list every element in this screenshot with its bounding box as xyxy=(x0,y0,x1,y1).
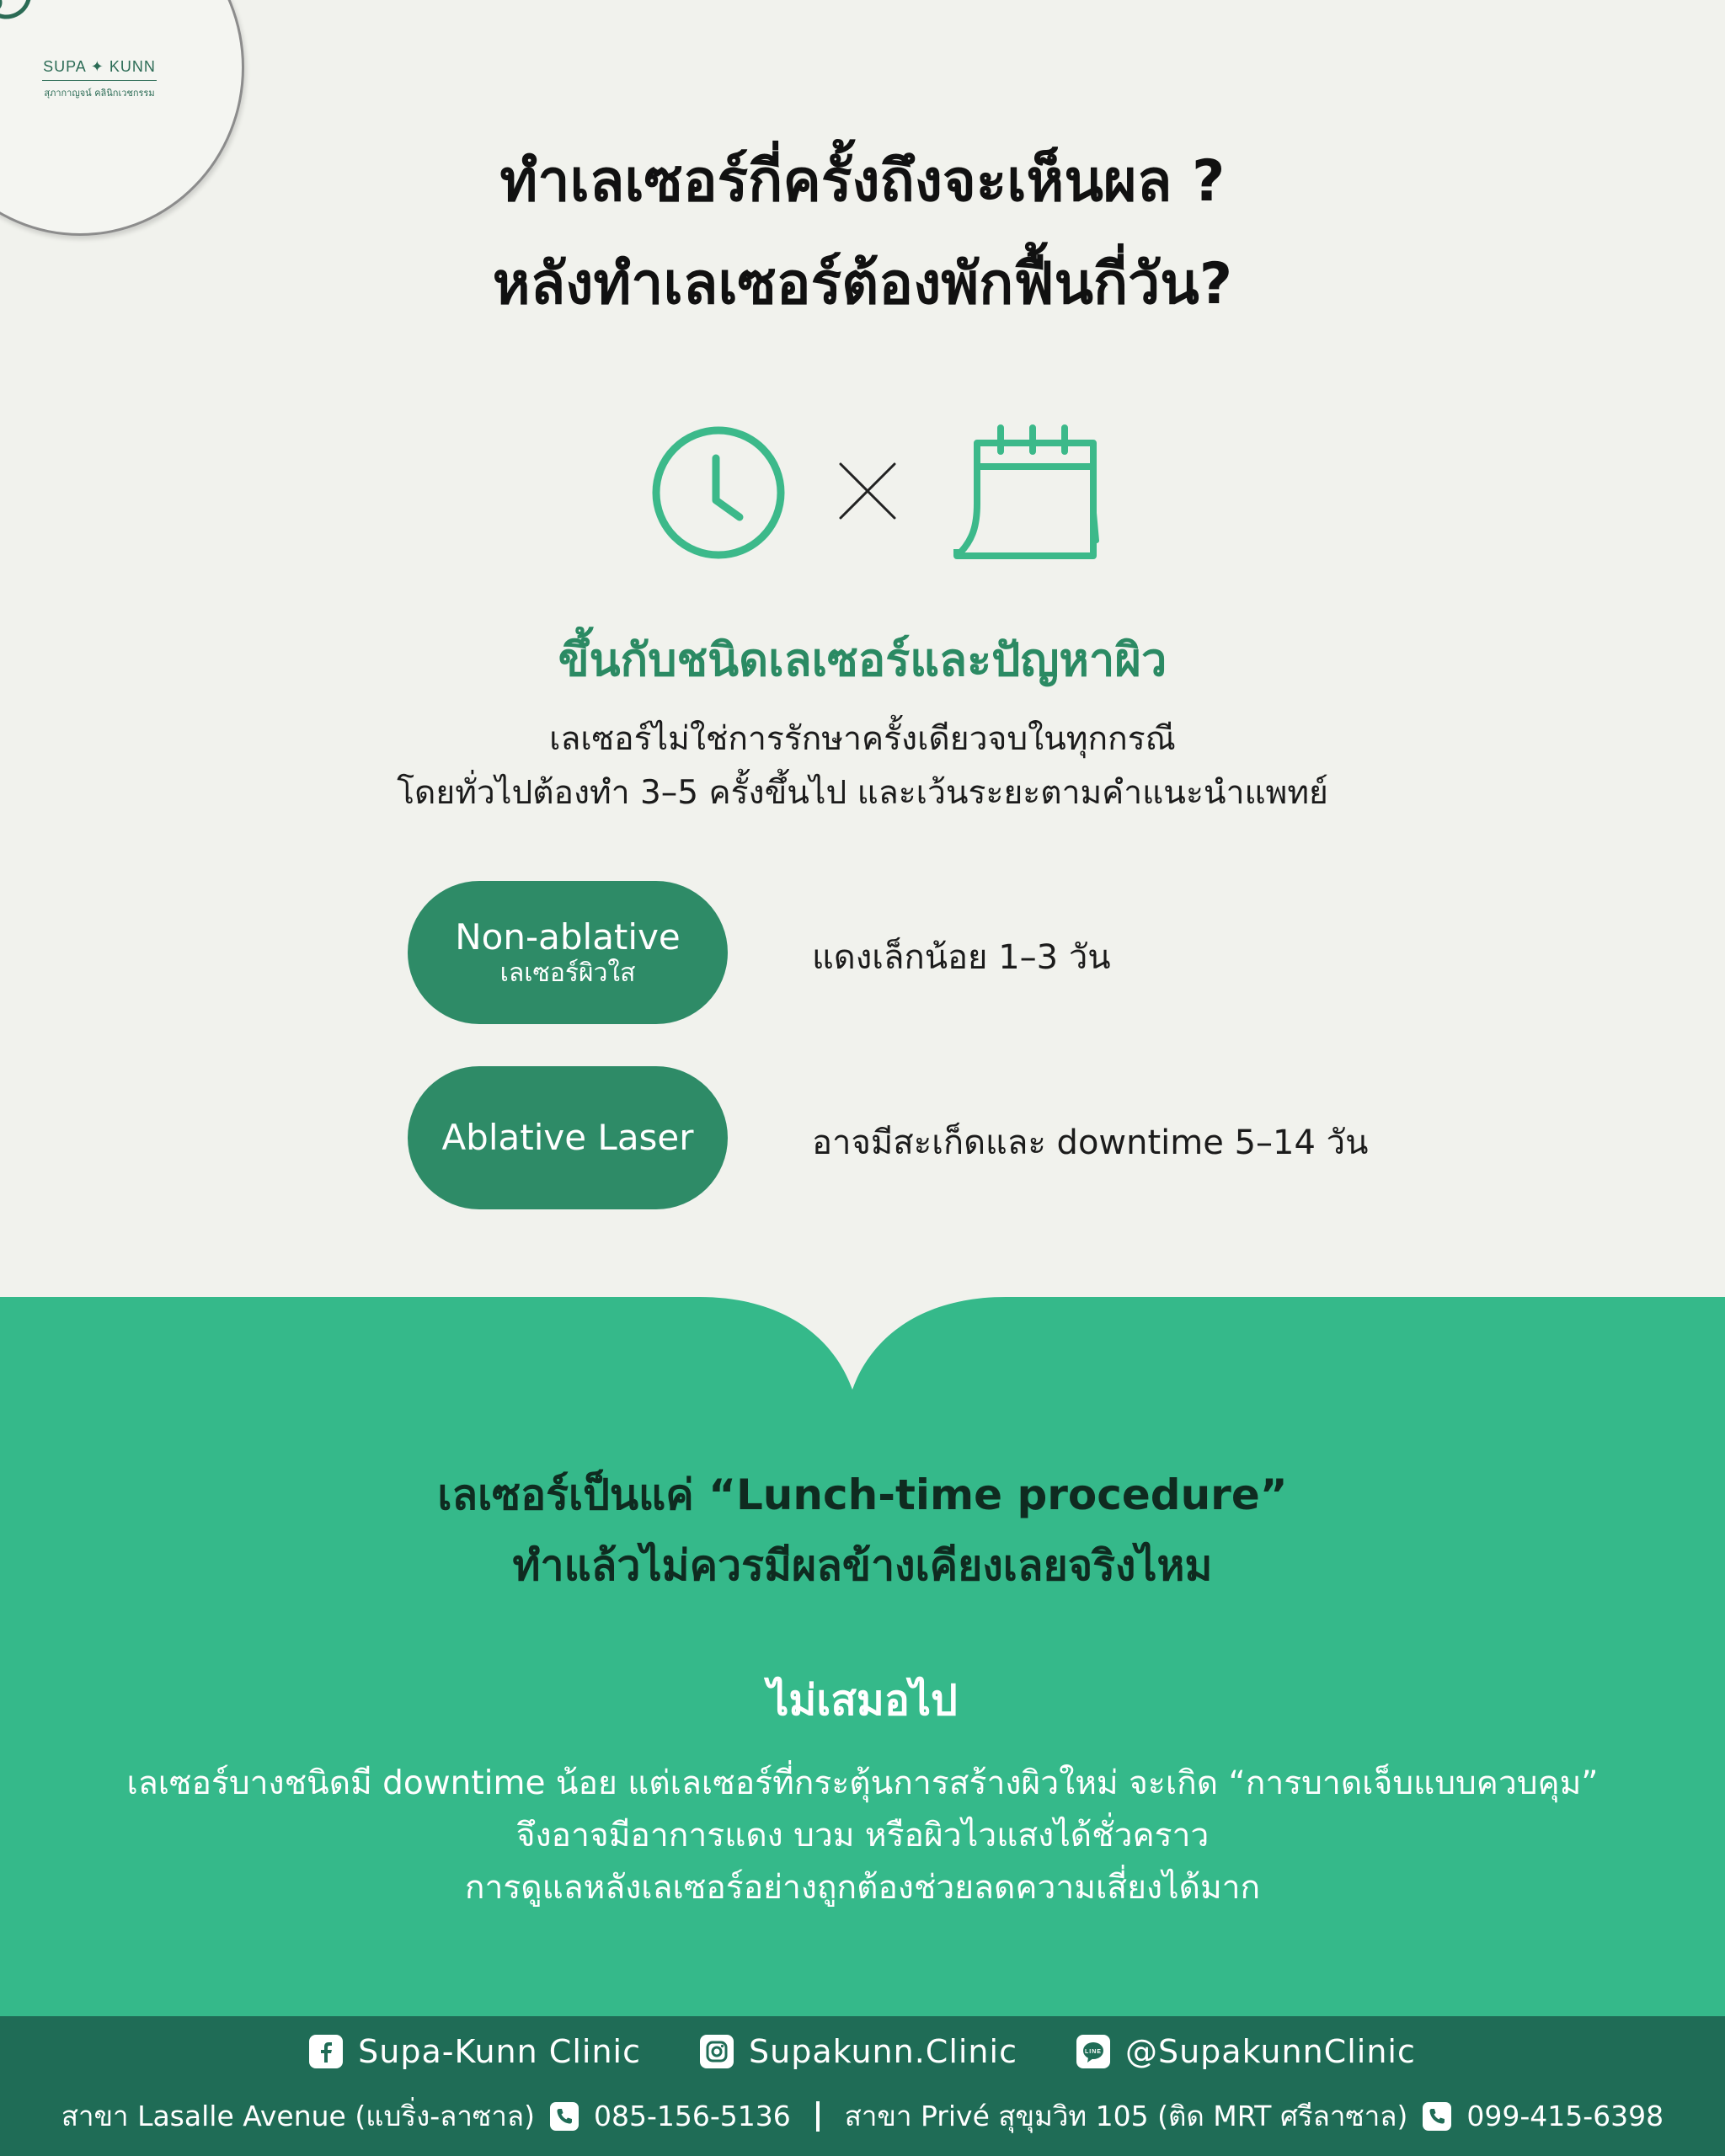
page-title-line2: หลังทำเลเซอร์ต้องพักฟื้นกี่วัน? xyxy=(492,251,1233,318)
laser-type-description: แดงเล็กน้อย 1–3 วัน xyxy=(812,938,1111,977)
laser-type-pill-ablative xyxy=(408,1066,728,1209)
phone-number-prive[interactable]: 099-415-6398 xyxy=(1466,2100,1664,2132)
laser-type-pill-non-ablative xyxy=(408,881,728,1024)
line-icon xyxy=(1076,2035,1110,2068)
branch-prive: สาขา Privé สุขุมวิท 105 (ติด MRT ศรีลาซาล) xyxy=(844,2100,1408,2132)
myth-body-line3: การดูแลหลังเลเซอร์อย่างถูกต้องช่วยลดความเสี่ยงได้มาก xyxy=(464,1869,1261,1907)
laser-type-description: อาจมีสะเก็ดและ downtime 5–14 วัน xyxy=(812,1123,1369,1162)
myth-answer: ไม่เสมอไป xyxy=(767,1676,958,1725)
svg-text:LINE: LINE xyxy=(1084,2049,1102,2055)
calendar-icon xyxy=(948,423,1102,563)
phone-number-lasalle[interactable]: 085-156-5136 xyxy=(593,2100,791,2132)
logo-subtitle: สุภากาญจน์ คลินิกเวชกรรม xyxy=(44,88,155,99)
facebook-icon xyxy=(309,2035,343,2068)
myth-body-line1: เลเซอร์บางชนิดมี downtime น้อย แต่เลเซอร์ที่กระตุ้นการสร้างผิวใหม่ จะเกิด “การบาดเจ็บแบบควบคุม” xyxy=(126,1764,1599,1802)
instagram-link[interactable] xyxy=(700,2033,1017,2070)
phone-icon xyxy=(550,2102,579,2131)
myth-title-line2: ทำแล้วไม่ควรมีผลข้างเคียงเลยจริงไหม xyxy=(512,1541,1213,1590)
instagram-icon xyxy=(700,2035,734,2068)
laser-type-label: Ablative Laser xyxy=(441,1116,694,1158)
clock-icon xyxy=(649,423,788,563)
myth-body-line2: จึงอาจมีอาการแดง บวม หรือผิวไวแสงได้ชั่วคราว xyxy=(515,1817,1210,1854)
branch-lasalle: สาขา Lasalle Avenue (แบริ่ง-ลาซาล) xyxy=(61,2100,535,2132)
laser-type-sublabel: เลเซอร์ผิวใส xyxy=(499,958,636,988)
times-icon xyxy=(836,459,900,523)
instagram-handle: Supakunn.Clinic xyxy=(749,2033,1017,2070)
section-subtitle: ขึ้นกับชนิดเลเซอร์และปัญหาผิว xyxy=(558,633,1167,686)
facebook-link[interactable] xyxy=(309,2033,641,2070)
footer-separator xyxy=(816,2101,820,2132)
line-link[interactable] xyxy=(1076,2033,1416,2070)
facebook-handle: Supa-Kunn Clinic xyxy=(358,2033,641,2070)
line-handle: @SupakunnClinic xyxy=(1124,2033,1416,2070)
page-title-line1: ทำเลเซอร์กี่ครั้งถึงจะเห็นผล ? xyxy=(499,148,1226,215)
section-divider-wave xyxy=(0,1287,1725,1405)
phone-icon xyxy=(1423,2102,1451,2131)
laser-type-label: Non-ablative xyxy=(455,915,681,958)
myth-title-line1: เลเซอร์เป็นแค่ “Lunch-time procedure” xyxy=(437,1470,1288,1519)
logo-divider xyxy=(42,80,157,81)
logo-s-icon xyxy=(0,0,61,33)
intro-text-line1: เลเซอร์ไม่ใช่การรักษาครั้งเดียวจบในทุกกรณี xyxy=(549,720,1176,758)
logo-name: SUPA ✦ KUNN xyxy=(43,58,156,75)
contact-footer xyxy=(0,2016,1725,2156)
intro-text-line2: โดยทั่วไปต้องทำ 3–5 ครั้งขึ้นไป และเว้นระยะตามคำแนะนำแพทย์ xyxy=(397,774,1328,812)
